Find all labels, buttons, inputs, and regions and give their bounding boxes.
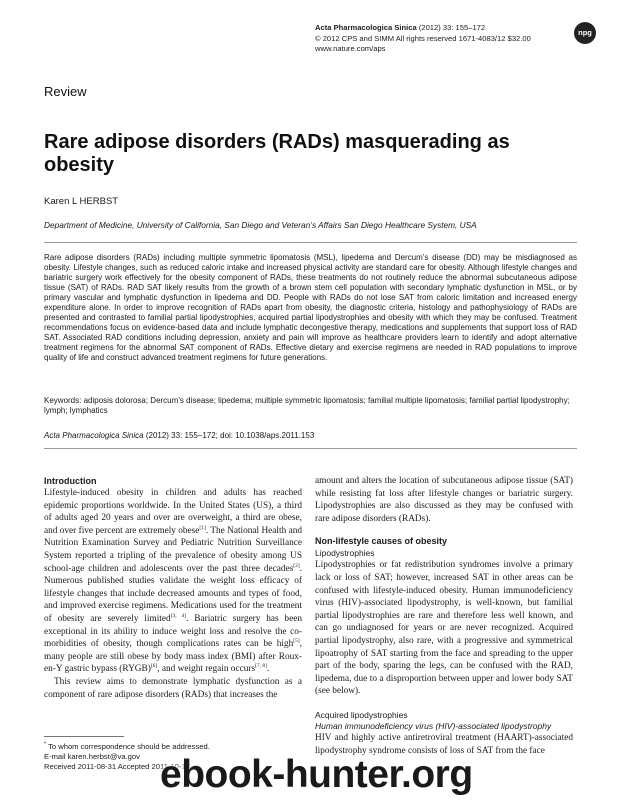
reference-5[interactable]: [5] bbox=[293, 638, 300, 645]
article-title: Rare adipose disorders (RADs) masquerading as obesity bbox=[44, 131, 510, 176]
author-name: Karen L HERBST bbox=[44, 196, 119, 207]
divider-bottom bbox=[44, 448, 577, 449]
keywords-list: adiposis dolorosa; Dercum’s disease; lipedema; multiple symmetric lipomatosis; familial multiple lipomatosis; familial partial lipodystrophy; lymph; lymphatics bbox=[44, 396, 570, 415]
section-label: Review bbox=[44, 84, 87, 99]
reference-6[interactable]: [6] bbox=[150, 663, 158, 670]
hiv-paragraph: HIV and highly active antiretroviral treatment (HAART)-associated lipodystrophy syndrome consists of loss of SAT from the face bbox=[315, 732, 573, 756]
right-column bbox=[315, 475, 573, 757]
reference-7-8[interactable]: [7, 8] bbox=[255, 663, 267, 670]
continued-paragraph: amount and alters the location of subcutaneous adipose tissue (SAT) while resisting fat loss after lifestyle changes or bariatric surgery. Lipodystrophies are also discussed as they may be confused with rare adipose disorders (RADs). bbox=[315, 476, 573, 524]
watermark: ebook-hunter.org bbox=[160, 753, 473, 796]
asterisk-mark: * bbox=[44, 741, 47, 748]
citation-line bbox=[44, 431, 314, 440]
left-column bbox=[44, 475, 302, 701]
reference-1[interactable]: [1] bbox=[199, 524, 206, 531]
intro-paragraph-1 bbox=[44, 487, 302, 676]
nonlifestyle-heading: Non-lifestyle causes of obesity bbox=[315, 536, 448, 547]
citation-journal: Acta Pharmacologica Sinica bbox=[44, 431, 144, 440]
lipodystrophies-paragraph: Lipodystrophies or fat redistribution syndromes involve a primary lack or loss of SAT; however, increased SAT in other areas can be confused with lifestyle-induced obesity. Human immunodeficiency virus (HIV)-associated lipodystrophy, is well-known, but familial partial lipodystrophies are rare and therefore less well known, and can go undiagnosed for years or are never recognized. Acquired partial lipodystrophy, also rare, with a progressive and symmetrical lipoatrophy of SAT starting from the face and spreading to the upper part of the body, sparing the legs, can be confused with the RAD, lipedema, due to a disproportion between upper and lower body SAT (see below). bbox=[315, 560, 573, 697]
introduction-heading: Introduction bbox=[44, 476, 97, 486]
keywords bbox=[44, 396, 577, 416]
lipodystrophies-heading: Lipodystrophies bbox=[315, 548, 375, 559]
hiv-lipodystrophy-heading: Human immunodeficiency virus (HIV)-associated lipodystrophy bbox=[315, 720, 552, 731]
text-run: Lifestyle-induced obesity in children and adults has reached epidemic proportions worldwide. In the United States (US), a third of adults aged 20 years and over are overweight, a third are obese, and over five percent are extremely obese bbox=[44, 488, 302, 536]
text-run: , and weight regain occurs bbox=[157, 664, 256, 675]
reference-2[interactable]: [2] bbox=[293, 562, 300, 569]
reference-3-4[interactable]: [3, 4] bbox=[170, 612, 187, 619]
footnote-correspondence: To whom correspondence should be addressed. bbox=[48, 742, 210, 751]
journal-header bbox=[315, 23, 531, 55]
keywords-label: Keywords: bbox=[44, 396, 82, 405]
text-run: . Numerous published studies validate the weight loss efficacy of lifestyle changes that include decreased amounts and types of food, and improved exercise regimens. Medications used for the treatment of obesity are severely limited bbox=[44, 563, 302, 624]
divider-top bbox=[44, 242, 577, 243]
text-run: . bbox=[267, 664, 270, 675]
journal-url[interactable]: www.nature.com/aps bbox=[315, 44, 386, 53]
journal-issue: (2012) 33: 155–172 bbox=[416, 23, 486, 32]
citation-details: (2012) 33: 155–172; doi: 10.1038/aps.2011.153 bbox=[143, 431, 315, 440]
copyright-line: © 2012 CPS and SIMM All rights reserved 1671-4083/12 $32.00 bbox=[315, 33, 531, 43]
intro-paragraph-2: This review aims to demonstrate lymphatic dysfunction as a component of rare adipose disorders (RADs) that increases the bbox=[44, 676, 302, 700]
text-run: , many people are still obese by body mass index (BMI) after Roux-en-Y gastric bypass (RYGB) bbox=[44, 639, 302, 675]
text-run: . Bariatric surgery has been exceptional in its ability to induce weight loss and resolve the co-morbidities of obesity, though complications rates can be high bbox=[44, 613, 302, 650]
npg-logo: npg bbox=[574, 22, 596, 44]
acquired-lipodystrophies-heading: Acquired lipodystrophies bbox=[315, 709, 408, 720]
footnote-divider bbox=[44, 736, 124, 737]
abstract-text: Rare adipose disorders (RADs) including multiple symmetric lipomatosis (MSL), lipedema and Dercum’s disease (DD) may be misdiagnosed as obesity. Lifestyle changes, such as reduced caloric intake and increased physical activity are standard care for obesity. Although lifestyle changes and bariatric surgery work effectively for the obesity component of RADs, these treatments do not routinely reduce the abnormal subcutaneous adipose tissue (SAT) of RADs. RAD SAT likely results from the growth of a brown stem cell population with secondary lymphatic dysfunction in MSL, or by primary vascular and lymphatic dysfunction in lipedema and DD. People with RADs do not lose SAT from caloric limitation and increased energy expenditure alone. In order to improve recognition of RADs apart from obesity, the diagnostic criteria, histology and pathophysiology of RADs are presented and contrasted to familial partial lipodystrophies, acquired partial lipodystrophies and obesity with which they may be confused. Treatment recommendations focus on evidence-based data and include lymphatic decongestive therapy, medications and supplements that support loss of RAD SAT. Associated RAD conditions including depression, anxiety and pain will improve as healthcare providers learn to identify and adopt alternative treatment regimens for the abnormal SAT component of RADs. Effective dietary and exercise regimens are needed in RAD populations to improve quality of life and construct advanced treatment regimens for future generations. bbox=[44, 253, 577, 362]
text-run: . The National Health and Nutrition Examination Survey and Pediatric Nutrition Surveillance System reported a tripling of the prevalence of obesity among US school-age children and adolescents over the past three decades bbox=[44, 525, 302, 574]
footnote-dates: Received 2011-08-31 Accepted 2011-10-14 bbox=[44, 762, 190, 772]
author-affiliation: Department of Medicine, University of California, San Diego and Veteran’s Affairs San Diego Healthcare System, USA bbox=[44, 220, 477, 230]
journal-name: Acta Pharmacologica Sinica bbox=[315, 23, 417, 32]
footnote-email[interactable]: E-mail karen.herbst@va.gov bbox=[44, 752, 140, 762]
